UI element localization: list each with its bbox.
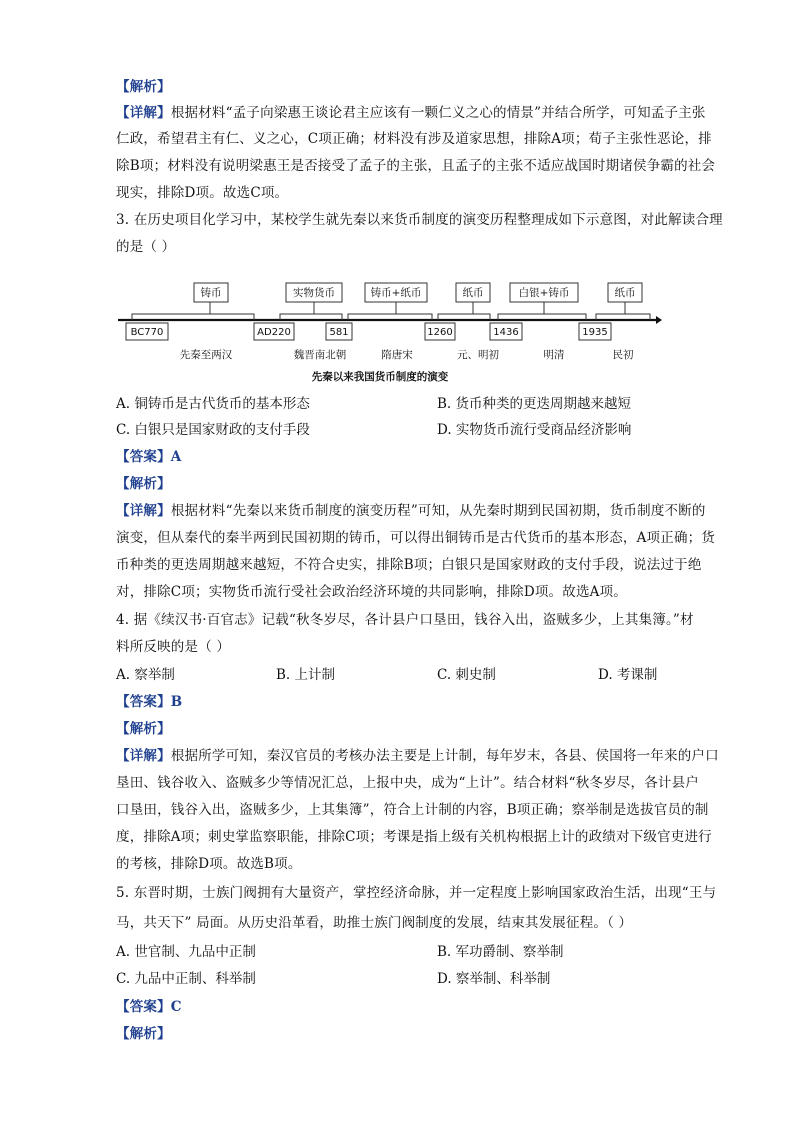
option-a: A. 世官制、九品中正制 (116, 944, 256, 960)
detail-paragraph-line: 口垦田，钱谷入出，盗贼多少，上其集簿”，符合上计制的内容，B项正确；察举制是选拔官员的制 (116, 802, 709, 818)
question-3-stem: 3. 在历史项目化学习中，某校学生就先秦以来货币制度的演变历程整理成如下示意图，对此解读合理 (116, 212, 723, 228)
detail-paragraph-line (116, 747, 746, 765)
analysis-heading: 【解析】 (116, 476, 171, 492)
analysis-heading: 【解析】 (116, 1026, 171, 1042)
period-brackets (132, 302, 650, 320)
detail-paragraph-line (116, 104, 746, 122)
period-label: 明清 (543, 349, 565, 361)
currency-timeline-diagram (110, 276, 670, 386)
option-d: D. 察举制、科举制 (437, 971, 551, 987)
answer-line: 【答案】B (116, 694, 183, 710)
detail-tag: 【详解】 (116, 503, 171, 519)
year-label: 1436 (493, 327, 519, 338)
option-d: D. 考课制 (598, 667, 658, 683)
detail-paragraph-line: 度，排除A项；刺史掌监察职能，排除C项；考课是指上级有关机构根据上计的政绩对下级官吏进行 (116, 829, 712, 845)
detail-tag: 【详解】 (116, 748, 171, 764)
detail-paragraph-line: 对，排除C项；实物货币流行受社会政治经济环境的共同影响，排除D项。故选A项。 (116, 584, 628, 600)
diagram-caption: 先秦以来我国货币制度的演变 (311, 371, 449, 383)
year-label: BC770 (130, 327, 164, 338)
analysis-heading: 【解析】 (116, 721, 171, 737)
box-coin-label: 铸币 (200, 287, 222, 299)
option-c: C. 九品中正制、科举制 (116, 971, 256, 987)
period-label: 先秦至两汉 (179, 349, 233, 361)
option-a: A. 察举制 (116, 667, 175, 683)
detail-paragraph-line: 现实，排除D项。故选C项。 (116, 185, 289, 201)
answer-line: 【答案】A (116, 449, 182, 465)
question-5-stem: 5. 东晋时期，士族门阀拥有大量资产，掌控经济命脉，并一定程度上影响国家政治生活，出现“王与 (116, 885, 717, 901)
detail-paragraph-line: 垦田、钱谷收入、盗贼多少等情况汇总，上报中央，成为“上计”。结合材料“秋冬岁尽，各计县户 (116, 775, 700, 791)
box-coin-paper-label: 铸币+纸币 (370, 287, 422, 299)
year-label: 1260 (427, 327, 453, 338)
timeline-arrow (656, 316, 662, 324)
option-b: B. 上计制 (276, 667, 336, 683)
detail-paragraph-line: 仁政，希望君主有仁、义之心，C项正确；材料没有涉及道家思想，排除A项；荀子主张性恶论，排 (116, 131, 712, 147)
detail-text: 根据材料“先秦以来货币制度的演变历程”可知，从先秦时期到民国初期，货币制度不断的 (170, 503, 706, 519)
year-label: 581 (329, 327, 349, 338)
answer-line: 【答案】C (116, 999, 182, 1015)
analysis-heading: 【解析】 (116, 79, 171, 95)
detail-text: 根据材料“孟子向梁惠王谈论君主应该有一颗仁义之心的情景”并结合所学，可知孟子主张 (170, 105, 706, 121)
period-label: 隋唐宋 (381, 349, 413, 361)
option-d: D. 实物货币流行受商品经济影响 (437, 422, 632, 438)
question-5-stem-cont: 马，共天下” 局面。从历史沿革看，助推士族门阀制度的发展，结束其发展征程。（ ） (116, 915, 633, 931)
option-c: C. 刺史制 (437, 667, 496, 683)
question-4-stem-cont: 料所反映的是（ ） (116, 639, 231, 655)
option-b: B. 军功爵制、察举制 (437, 944, 564, 960)
question-4-stem: 4. 据《续汉书·百官志》记载“秋冬岁尽，各计县户口垦田，钱谷入出，盗贼多少，上其集簿。”材 (116, 612, 694, 628)
detail-paragraph-line: 演变，但从秦代的秦半两到民国初期的铸币，可以得出铜铸币是古代货币的基本形态，A项正确；货 (116, 530, 716, 546)
period-label: 元、明初 (457, 349, 499, 361)
option-b: B. 货币种类的更迭周期越来越短 (437, 396, 632, 412)
question-3-stem-cont: 的是（ ） (116, 239, 176, 255)
detail-tag: 【详解】 (116, 105, 171, 121)
box-commodity-money-label: 实物货币 (293, 287, 335, 299)
period-label: 民初 (612, 349, 634, 361)
detail-paragraph-line: 币种类的更迭周期越来越短，不符合史实，排除B项；白银只是国家财政的支付手段，说法过于绝 (116, 557, 702, 573)
option-c: C. 白银只是国家财政的支付手段 (116, 422, 310, 438)
box-silver-coin-label: 白银+铸币 (518, 287, 570, 299)
option-a: A. 铜铸币是古代货币的基本形态 (116, 396, 310, 412)
detail-paragraph-line: 的考核，排除D项。故选B项。 (116, 856, 302, 872)
detail-paragraph-line: 除B项；材料没有说明梁惠王是否接受了孟子的主张，且孟子的主张不适应战国时期诸侯争霸的社会 (116, 158, 716, 174)
box-paper-2-label: 纸币 (614, 287, 636, 299)
year-label: 1935 (582, 327, 608, 338)
period-label: 魏晋南北朝 (293, 349, 347, 361)
detail-text: 根据所学可知，秦汉官员的考核办法主要是上计制，每年岁末，各县、侯国将一年来的户口 (170, 748, 719, 764)
detail-paragraph-line (116, 502, 746, 520)
box-paper-1-label: 纸币 (462, 287, 484, 299)
year-label: AD220 (257, 327, 291, 338)
